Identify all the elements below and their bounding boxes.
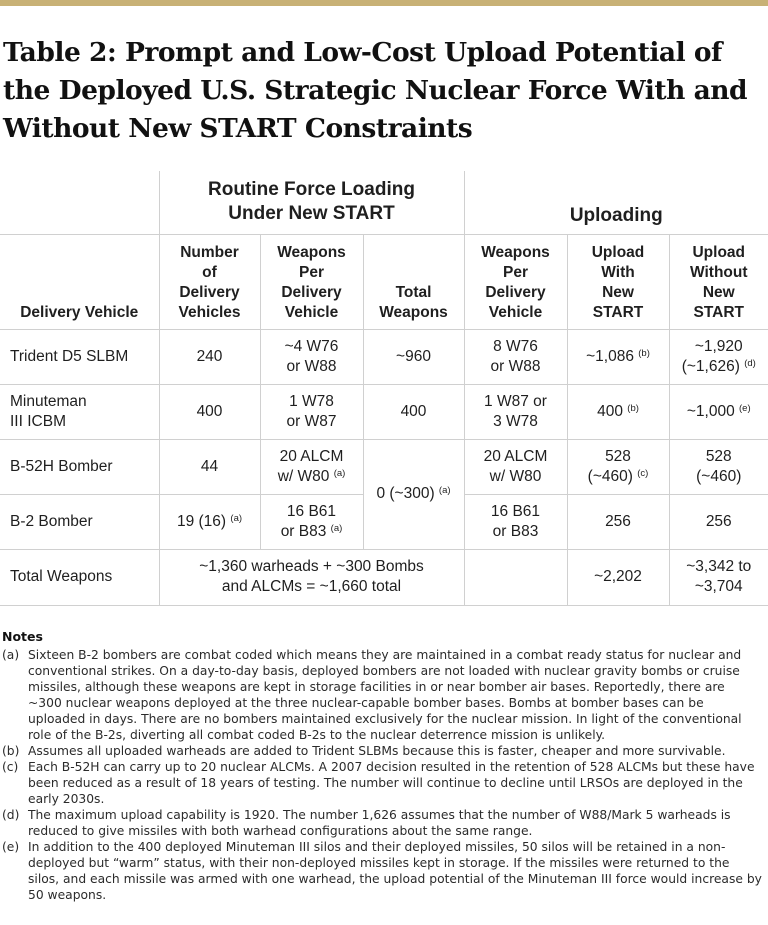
cell-line: or W88 <box>490 357 541 375</box>
note-letter: (b) <box>2 744 20 758</box>
cell-line: 16 B61 <box>286 502 337 520</box>
upload-wpv-cell <box>464 329 567 384</box>
note-letter: (c) <box>2 760 19 774</box>
cell-line: 16 B61 <box>490 502 541 520</box>
vehicle-cell: B-2 Bomber <box>0 494 159 549</box>
vehicle-count-cell: 44 <box>159 439 260 494</box>
cell-line: ~4 W76 <box>284 337 339 355</box>
cell-line: 20 ALCM <box>483 447 548 465</box>
cell-line: 1 W87 or <box>484 392 547 410</box>
upload-without-header <box>669 234 768 329</box>
cell-line: and ALCMs = ~1,660 total <box>221 578 402 595</box>
uploading-header <box>464 171 768 234</box>
cell-line: (~1,626) <box>681 357 740 375</box>
cell-value: ~1,000 <box>686 402 735 420</box>
footnote-ref: (e) <box>739 402 751 414</box>
cell-value: ~1,086 <box>586 347 634 365</box>
cell-line: or B83 <box>492 522 539 540</box>
delivery-vehicle-header-text: Delivery Vehicle <box>20 303 139 321</box>
accent-bar <box>0 0 768 6</box>
header-line: START <box>592 303 644 321</box>
header-line: New <box>602 283 634 301</box>
upload-without-cell: 256 <box>669 494 768 549</box>
footnote-ref: (a) <box>330 522 343 534</box>
header-line: Weapons <box>481 243 550 261</box>
vehicle-cell <box>0 384 159 439</box>
cell-line: ~1,360 warheads + ~300 Bombs <box>199 558 424 575</box>
notes-section <box>2 629 762 903</box>
note-item <box>2 647 762 743</box>
cell-line: (~460) <box>587 467 633 485</box>
header-line: Total <box>395 283 432 301</box>
bomber-total-weapons-cell <box>363 439 464 549</box>
footnote-ref: (a) <box>333 467 346 479</box>
total-weapons-header <box>363 234 464 329</box>
table-row <box>0 384 768 439</box>
total-weapons-cell: ~960 <box>363 329 464 384</box>
footnote-ref: (c) <box>637 467 649 479</box>
header-line: of <box>202 263 217 281</box>
note-item <box>2 743 762 759</box>
routine-header-line: Under New START <box>228 203 395 225</box>
footnote-ref: (a) <box>438 485 451 496</box>
header-line: Upload <box>591 243 645 261</box>
delivery-vehicle-header <box>0 234 159 329</box>
cell-value: 400 <box>597 402 623 420</box>
footnote-ref: (a) <box>230 512 243 524</box>
vehicle-count-cell: 400 <box>159 384 260 439</box>
cell-line: III ICBM <box>10 412 66 430</box>
weapons-per-vehicle-cell <box>260 494 363 549</box>
weapons-per-vehicle-cell <box>260 439 363 494</box>
total-label-cell: Total Weapons <box>0 549 159 605</box>
cell-line: ~3,342 to <box>686 558 752 575</box>
cell-line: 1 W78 <box>289 392 334 410</box>
upload-without-cell <box>669 439 768 494</box>
upload-wpv-cell <box>464 494 567 549</box>
cell-value: 19 (16) <box>176 512 227 530</box>
header-line: Weapons <box>379 303 448 321</box>
header-line: Per <box>299 263 324 281</box>
note-item <box>2 759 762 807</box>
header-line: Upload <box>692 243 746 261</box>
weapons-per-vehicle-cell <box>260 329 363 384</box>
header-line: Per <box>503 263 528 281</box>
upload-without-cell <box>669 549 768 605</box>
upload-wpv-cell <box>464 439 567 494</box>
note-text: Sixteen B-2 bombers are combat coded which means they are maintained in a combat ready status for nuclear and conventional strikes. On a day-to-day basis, deployed bombers are not loaded with nuclear gravity bombs or cruise missiles, although these weapons are kept in storage facilities in or near bomber air bases. Reportedly, there are ~300 nuclear weapons deployed at the three nuclear-capable bomber bases. Bombs at bomber bases can be uploaded in days. There are no bombers maintained exclusively for the nuclear mission. In light of the conventional role of the B-2s, diverting all combat coded B-2s to the nuclear deterrence mission is unlikely. <box>28 648 742 742</box>
upload-with-cell <box>567 439 669 494</box>
cell-line: 20 ALCM <box>279 447 344 465</box>
upload-with-cell <box>567 384 669 439</box>
cell-line: w/ W80 <box>489 467 542 485</box>
note-text: Assumes all uploaded warheads are added to Trident SLBMs because this is faster, cheaper and more survivable. <box>28 744 726 758</box>
upload-without-cell <box>669 329 768 384</box>
vehicle-count-cell: 240 <box>159 329 260 384</box>
cell-line: (~460) <box>696 467 742 485</box>
header-line: With <box>601 263 635 281</box>
footnote-ref: (b) <box>638 347 650 359</box>
number-of-vehicles-header <box>159 234 260 329</box>
page-title: Table 2: Prompt and Low-Cost Upload Potential of the Deployed U.S. Strategic Nuclear Force With and Without New START Constraints <box>3 37 748 144</box>
cell-line: or W88 <box>286 357 337 375</box>
total-weapons-cell: 400 <box>363 384 464 439</box>
footnote-ref: (d) <box>744 357 756 369</box>
cell-line: 528 <box>705 447 732 465</box>
upload-potential-table <box>0 171 768 606</box>
vehicle-count-cell <box>159 494 260 549</box>
header-line: Delivery <box>281 283 342 301</box>
notes-title: Notes <box>2 629 43 644</box>
header-line: Delivery <box>485 283 546 301</box>
header-line: New <box>702 283 735 301</box>
header-line: START <box>693 303 745 321</box>
weapons-per-vehicle-cell <box>260 384 363 439</box>
upload-with-cell: ~2,202 <box>567 549 669 605</box>
cell-line: Minuteman <box>10 392 87 410</box>
upload-with-header <box>567 234 669 329</box>
note-item <box>2 807 762 839</box>
total-routine-cell <box>159 549 464 605</box>
header-line: Vehicles <box>178 303 241 321</box>
vehicle-cell: B-52H Bomber <box>0 439 159 494</box>
header-line: Vehicle <box>488 303 543 321</box>
cell-line: or B83 <box>280 522 327 540</box>
routine-loading-header <box>159 171 464 234</box>
cell-value: 0 (~300) <box>376 485 435 502</box>
table-row <box>0 439 768 494</box>
upload-wpv-cell <box>464 384 567 439</box>
note-letter: (d) <box>2 808 20 822</box>
cell-line: ~1,920 <box>694 337 743 355</box>
empty-cell <box>464 549 567 605</box>
total-row <box>0 549 768 605</box>
weapons-per-vehicle-header <box>260 234 363 329</box>
cell-line: 528 <box>605 447 631 465</box>
header-line: Number <box>180 243 239 261</box>
upload-with-cell: 256 <box>567 494 669 549</box>
cell-line: ~3,704 <box>694 578 743 595</box>
table-row <box>0 329 768 384</box>
vehicle-cell: Trident D5 SLBM <box>0 329 159 384</box>
upload-without-cell <box>669 384 768 439</box>
header-line: Vehicle <box>284 303 339 321</box>
upload-with-cell <box>567 329 669 384</box>
note-letter: (e) <box>2 840 20 854</box>
cell-line: or W87 <box>286 412 337 430</box>
note-text: The maximum upload capability is 1920. The number 1,626 assumes that the number of W88/Mark 5 warheads is reduced to give missiles with both warhead configurations about the same range. <box>28 808 731 838</box>
header-line: Without <box>689 263 748 281</box>
note-text: Each B-52H can carry up to 20 nuclear ALCMs. A 2007 decision resulted in the retention of 528 ALCMs but these have been reduced as a result of 18 years of testing. The number will continue to decline until LRSOs are deployed in the early 2030s. <box>28 760 755 806</box>
upload-weapons-per-vehicle-header <box>464 234 567 329</box>
cell-line: 8 W76 <box>493 337 538 355</box>
cell-line: 3 W78 <box>493 412 538 430</box>
group-header-row <box>0 171 768 234</box>
empty-corner-cell <box>0 171 159 234</box>
column-header-row <box>0 234 768 329</box>
header-line: Delivery <box>179 283 240 301</box>
routine-header-line: Routine Force Loading <box>208 179 415 201</box>
header-line: Weapons <box>277 243 346 261</box>
note-item <box>2 839 762 903</box>
note-letter: (a) <box>2 648 20 662</box>
footnote-ref: (b) <box>627 402 639 414</box>
cell-line: w/ W80 <box>277 467 330 485</box>
uploading-header-text: Uploading <box>569 204 663 226</box>
note-text: In addition to the 400 deployed Minuteman III silos and their deployed missiles, 50 silos will be retained in a non-deployed but “warm” status, with their non-deployed missiles kept in storage. If the missiles were returned to the silos, and each missile was armed with one warhead, the upload potential of the Minuteman III force would increase by 50 weapons. <box>28 840 762 902</box>
